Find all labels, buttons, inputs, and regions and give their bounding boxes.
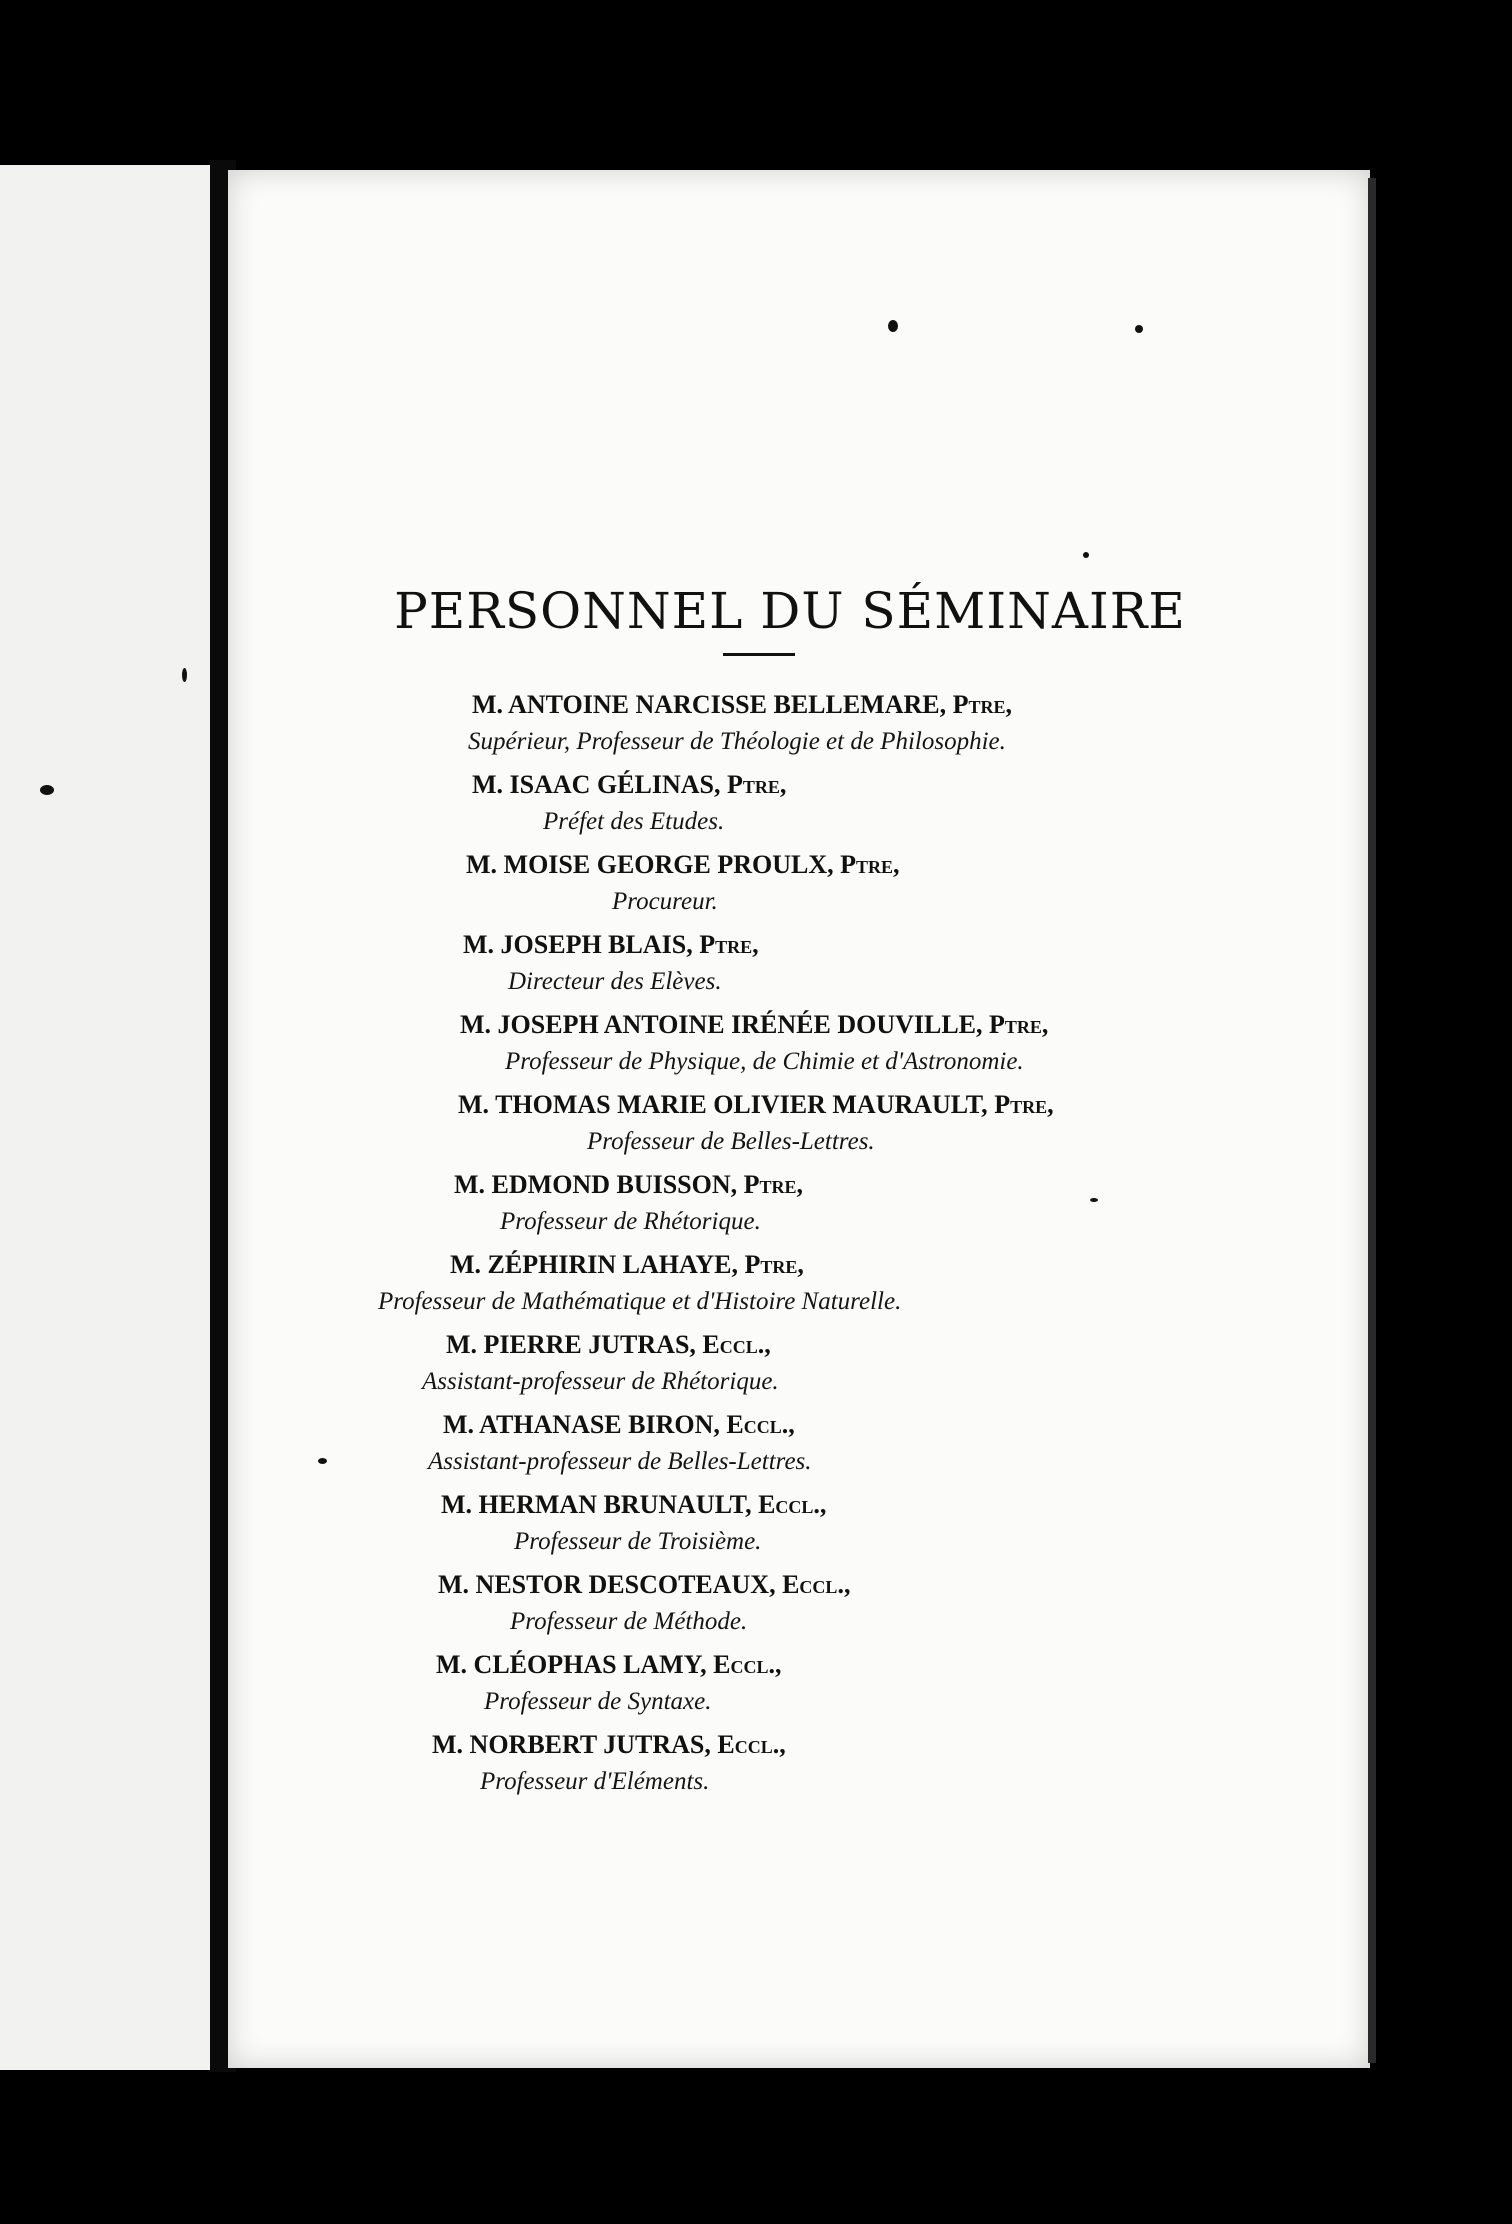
list-item	[0, 770, 1512, 850]
person-rank: Eccl.,	[713, 1650, 782, 1679]
person-role: Assistant-professeur de Belles-Lettres.	[428, 1448, 812, 1475]
person-name: M. ISAAC GÉLINAS, Ptre,	[472, 770, 787, 799]
person-name: M. CLÉOPHAS LAMY, Eccl.,	[436, 1650, 782, 1679]
person-rank: Ptre,	[727, 770, 787, 799]
person-rank: Ptre,	[743, 1170, 804, 1199]
list-item	[0, 1170, 1512, 1250]
person-rank: Eccl.,	[702, 1330, 771, 1359]
person-name: M. EDMOND BUISSON, Ptre,	[454, 1170, 804, 1199]
list-item	[0, 1250, 1512, 1330]
person-name: M. ZÉPHIRIN LAHAYE, Ptre,	[450, 1250, 804, 1279]
person-role: Professeur de Mathématique et d'Histoire Naturelle.	[378, 1288, 902, 1315]
personnel-list	[0, 690, 1512, 1810]
person-role: Assistant-professeur de Rhétorique.	[422, 1368, 779, 1395]
person-rank: Ptre,	[840, 850, 900, 879]
person-role: Professeur de Troisième.	[514, 1528, 762, 1555]
person-name: M. ATHANASE BIRON, Eccl.,	[443, 1410, 795, 1439]
list-item	[0, 1330, 1512, 1410]
person-role: Professeur de Rhétorique.	[500, 1208, 761, 1235]
person-name: M. MOISE GEORGE PROULX, Ptre,	[466, 850, 900, 879]
person-role: Professeur de Belles-Lettres.	[587, 1128, 875, 1155]
person-role: Professeur de Physique, de Chimie et d'Astronomie.	[505, 1048, 1024, 1075]
person-name: M. ANTOINE NARCISSE BELLEMARE, Ptre,	[472, 690, 1013, 719]
ink-speck	[1083, 552, 1089, 558]
list-item	[0, 1730, 1512, 1810]
person-role: Professeur de Syntaxe.	[484, 1688, 712, 1715]
ink-speck	[1135, 325, 1143, 333]
person-rank: Ptre,	[744, 1250, 804, 1279]
person-name: M. PIERRE JUTRAS, Eccl.,	[446, 1330, 771, 1359]
title-rule	[723, 653, 795, 656]
person-rank: Eccl.,	[758, 1490, 827, 1519]
person-role: Professeur d'Eléments.	[480, 1768, 710, 1795]
list-item	[0, 1010, 1512, 1090]
ink-speck	[182, 668, 187, 682]
list-item	[0, 1090, 1512, 1170]
person-role: Procureur.	[612, 888, 718, 915]
list-item	[0, 690, 1512, 770]
list-item	[0, 1490, 1512, 1570]
person-rank: Eccl.,	[717, 1730, 786, 1759]
person-role: Supérieur, Professeur de Théologie et de Philosophie.	[468, 728, 1006, 755]
list-item	[0, 1570, 1512, 1650]
person-name: M. JOSEPH ANTOINE IRÉNÉE DOUVILLE, Ptre,	[460, 1010, 1049, 1039]
list-item	[0, 850, 1512, 930]
person-rank: Ptre,	[952, 690, 1013, 719]
page-title: PERSONNEL DU SÉMINAIRE	[394, 581, 1186, 640]
person-rank: Ptre,	[994, 1090, 1054, 1119]
person-role: Professeur de Méthode.	[510, 1608, 748, 1635]
person-role: Directeur des Elèves.	[508, 968, 722, 995]
person-name: M. NORBERT JUTRAS, Eccl.,	[432, 1730, 786, 1759]
person-role: Préfet des Etudes.	[543, 808, 725, 835]
person-name: M. HERMAN BRUNAULT, Eccl.,	[441, 1490, 827, 1519]
list-item	[0, 1650, 1512, 1730]
list-item	[0, 930, 1512, 1010]
list-item	[0, 1410, 1512, 1490]
person-name: M. JOSEPH BLAIS, Ptre,	[463, 930, 759, 959]
person-name: M. THOMAS MARIE OLIVIER MAURAULT, Ptre,	[458, 1090, 1054, 1119]
person-name: M. NESTOR DESCOTEAUX, Eccl.,	[438, 1570, 851, 1599]
person-rank: Eccl.,	[782, 1570, 851, 1599]
person-rank: Ptre,	[989, 1010, 1049, 1039]
person-rank: Eccl.,	[726, 1410, 795, 1439]
person-rank: Ptre,	[699, 930, 759, 959]
ink-speck	[888, 320, 898, 332]
